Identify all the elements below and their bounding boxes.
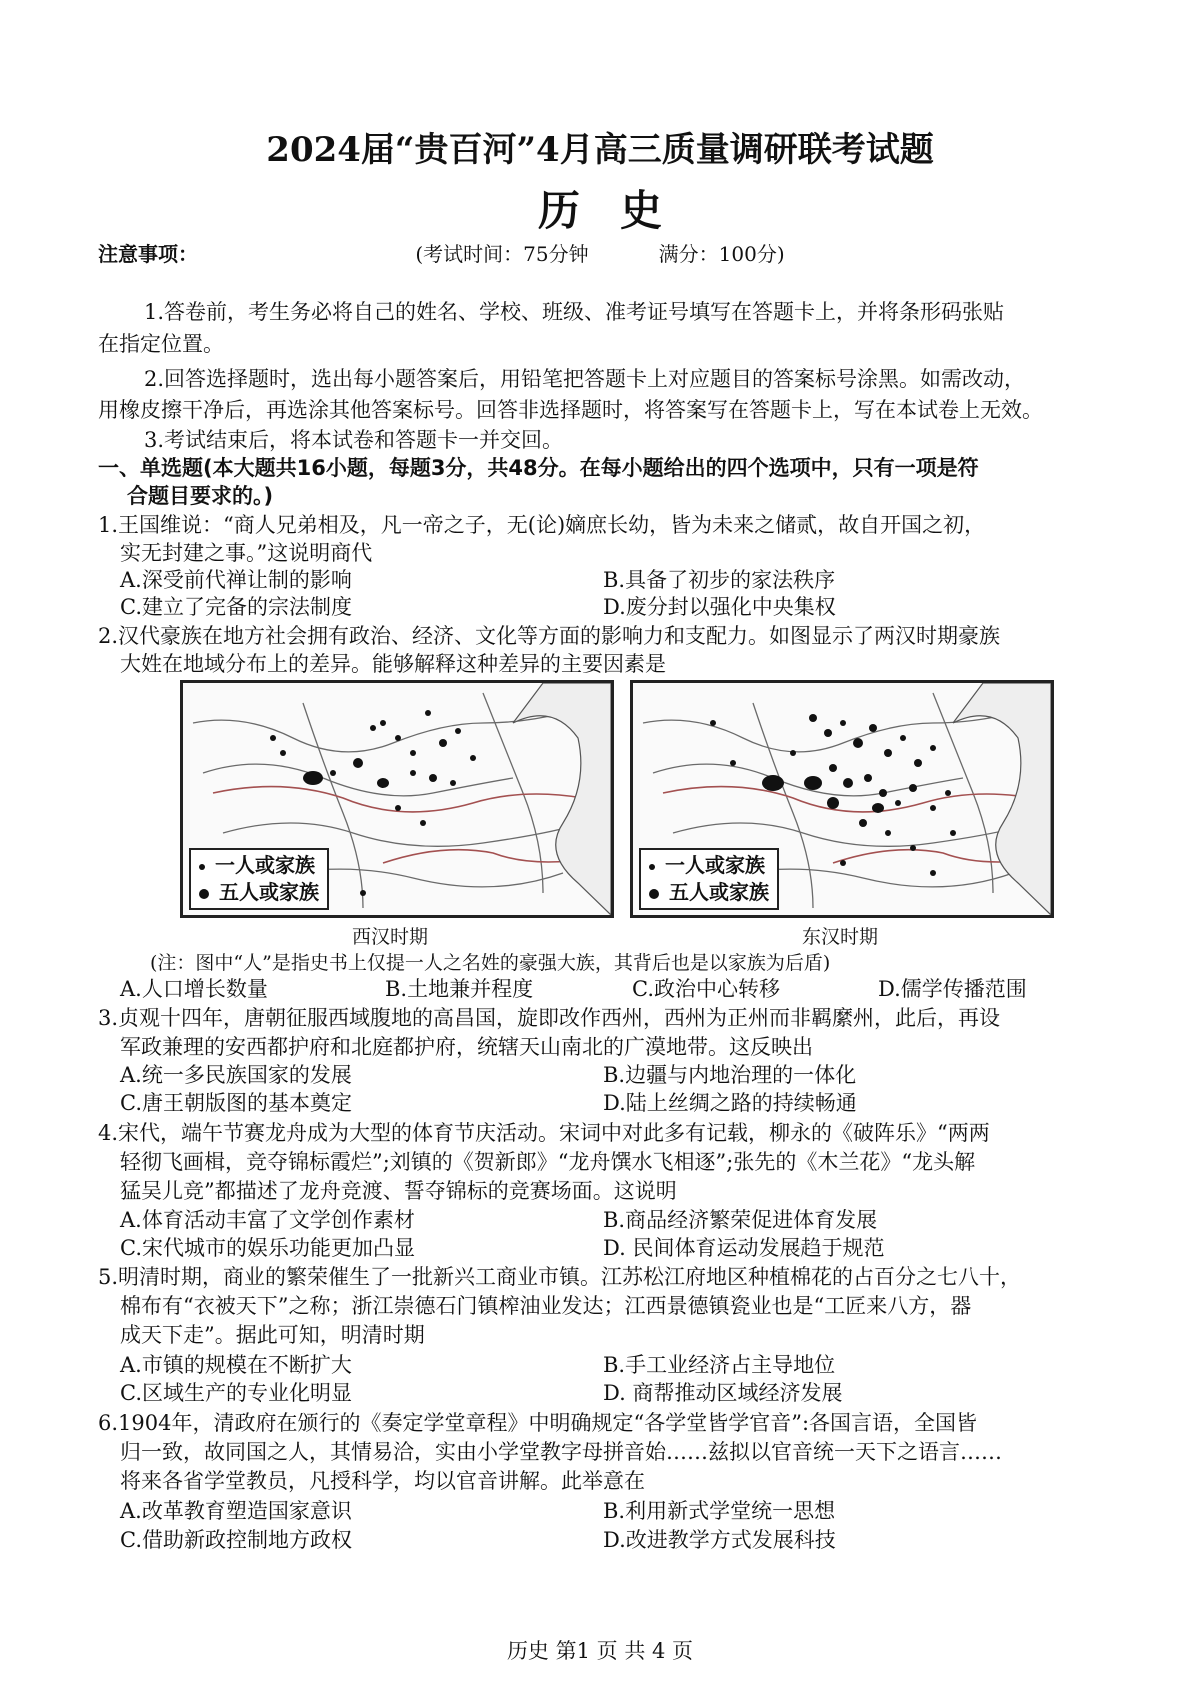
question-6-stem: 6.1904年，清政府在颁行的《奏定学堂章程》中明确规定“各学堂皆学官音”:各国言语，全国皆 bbox=[98, 1411, 978, 1435]
exam-score: 满分：100分) bbox=[658, 242, 785, 266]
eastern-han-caption: 东汉时期 bbox=[801, 926, 878, 948]
question-2-option-d[interactable]: D.儒学传播范围 bbox=[878, 977, 1027, 1001]
western-han-caption: 西汉时期 bbox=[351, 926, 428, 948]
notice-line: 用橡皮擦干净后，再选涂其他答案标号。回答非选择题时，将答案写在答题卡上，写在本试卷上无效。 bbox=[98, 398, 1043, 422]
notice-line: 1.答卷前，考生务必将自己的姓名、学校、班级、准考证号填写在答题卡上，并将条形码张贴 bbox=[144, 300, 1005, 324]
question-1-stem: 实无封建之事。”这说明商代 bbox=[120, 541, 373, 565]
notice-heading: 注意事项： bbox=[98, 242, 198, 266]
map-note: (注：图中“人”是指史书上仅提一人之名姓的豪强大族，其背后也是以家族为后盾) bbox=[150, 952, 831, 974]
small-dot-icon bbox=[649, 864, 655, 870]
question-1-option-a[interactable]: A.深受前代禅让制的影响 bbox=[120, 568, 352, 592]
question-4-stem: 4.宋代，端午节赛龙舟成为大型的体育节庆活动。宋词中对此多有记载，柳永的《破阵乐》“两两 bbox=[98, 1121, 990, 1145]
question-5-stem: 成天下走”。据此可知，明清时期 bbox=[120, 1323, 425, 1347]
question-3-option-a[interactable]: A.统一多民族国家的发展 bbox=[120, 1063, 352, 1087]
page-footer: 历史 第1 页 共 4 页 bbox=[506, 1639, 694, 1663]
question-6-option-a[interactable]: A.改革教育塑造国家意识 bbox=[120, 1499, 352, 1523]
legend-large-label: 五人或家族 bbox=[669, 880, 769, 904]
question-6-stem: 将来各省学堂教员，凡授科学，均以官音讲解。此举意在 bbox=[120, 1469, 645, 1493]
question-1-option-b[interactable]: B.具备了初步的家法秩序 bbox=[603, 568, 836, 592]
question-2-option-b[interactable]: B.土地兼并程度 bbox=[385, 977, 534, 1001]
question-6-option-d[interactable]: D.改进教学方式发展科技 bbox=[603, 1528, 836, 1552]
question-1-option-d[interactable]: D.废分封以强化中央集权 bbox=[603, 595, 836, 619]
question-3-stem: 军政兼理的安西都护府和北庭都护府，统辖天山南北的广漠地带。这反映出 bbox=[120, 1035, 813, 1059]
question-5-option-b[interactable]: B.手工业经济占主导地位 bbox=[603, 1353, 836, 1377]
question-5-option-d[interactable]: D. 商帮推动区域经济发展 bbox=[603, 1381, 843, 1405]
exam-time: (考试时间：75分钟 bbox=[415, 242, 589, 266]
question-5-stem: 5.明清时期，商业的繁荣催生了一批新兴工商业市镇。江苏松江府地区种植棉花的占百分之七八十， bbox=[98, 1265, 1022, 1289]
legend-large-label: 五人或家族 bbox=[219, 880, 319, 904]
notice-line: 2.回答选择题时，选出每小题答案后，用铅笔把答题卡上对应题目的答案标号涂黑。如需改动， bbox=[144, 367, 1026, 391]
eastern-han-map bbox=[630, 680, 1054, 918]
question-4-option-b[interactable]: B.商品经济繁荣促进体育发展 bbox=[603, 1208, 878, 1232]
question-2-option-a[interactable]: A.人口增长数量 bbox=[120, 977, 268, 1001]
question-2-stem: 2.汉代豪族在地方社会拥有政治、经济、文化等方面的影响力和支配力。如图显示了两汉时期豪族 bbox=[98, 624, 1001, 648]
question-4-stem: 猛吴儿竞”都描述了龙舟竞渡、誓夺锦标的竞赛场面。这说明 bbox=[120, 1179, 677, 1203]
notice-line: 3.考试结束后，将本试卷和答题卡一并交回。 bbox=[144, 428, 564, 452]
small-dot-icon bbox=[199, 864, 205, 870]
exam-title: 2024届“贵百河”4月高三质量调研联考试题 bbox=[266, 130, 934, 170]
western-han-map bbox=[180, 680, 614, 918]
question-4-option-a[interactable]: A.体育活动丰富了文学创作素材 bbox=[120, 1208, 415, 1232]
western-han-legend bbox=[189, 848, 329, 910]
question-4-stem: 轻彻飞画楫，竞夺锦标霞烂”;刘镇的《贺新郎》“龙舟馔水飞相逐”;张先的《木兰花》“龙头解 bbox=[120, 1150, 976, 1174]
question-3-option-b[interactable]: B.边疆与内地治理的一体化 bbox=[603, 1063, 857, 1087]
legend-small-label: 一人或家族 bbox=[215, 853, 315, 877]
eastern-han-legend bbox=[639, 848, 779, 910]
section-heading-cont: 合题目要求的。) bbox=[127, 484, 274, 508]
question-5-option-a[interactable]: A.市镇的规模在不断扩大 bbox=[120, 1353, 352, 1377]
question-4-option-c[interactable]: C.宋代城市的娱乐功能更加凸显 bbox=[120, 1236, 415, 1260]
question-5-stem: 棉布有“衣被天下”之称；浙江崇德石门镇榨油业发达；江西景德镇瓷业也是“工匠来八方，器 bbox=[120, 1294, 972, 1318]
question-3-option-d[interactable]: D.陆上丝绸之路的持续畅通 bbox=[603, 1091, 857, 1115]
question-4-option-d[interactable]: D. 民间体育运动发展趋于规范 bbox=[603, 1236, 885, 1260]
question-3-option-c[interactable]: C.唐王朝版图的基本奠定 bbox=[120, 1091, 352, 1115]
question-3-stem: 3.贞观十四年，唐朝征服西域腹地的高昌国，旋即改作西州，西州为正州而非羁縻州，此后，再设 bbox=[98, 1006, 1001, 1030]
question-5-option-c[interactable]: C.区域生产的专业化明显 bbox=[120, 1381, 352, 1405]
question-2-option-c[interactable]: C.政治中心转移 bbox=[632, 977, 780, 1001]
question-6-option-c[interactable]: C.借助新政控制地方政权 bbox=[120, 1528, 352, 1552]
question-1-option-c[interactable]: C.建立了完备的宗法制度 bbox=[120, 595, 352, 619]
large-dot-icon bbox=[199, 889, 209, 899]
legend-small-label: 一人或家族 bbox=[665, 853, 765, 877]
question-6-option-b[interactable]: B.利用新式学堂统一思想 bbox=[603, 1499, 836, 1523]
question-1-stem: 1.王国维说：“商人兄弟相及，凡一帝之子，无(论)嫡庶长幼，皆为未来之储贰，故自开国之初， bbox=[98, 513, 986, 537]
notice-line: 在指定位置。 bbox=[98, 332, 224, 356]
subject-title: 历史 bbox=[537, 186, 702, 235]
question-6-stem: 归一致，故同国之人，其情易洽，实由小学堂教字母拼音始……兹拟以官音统一天下之语言…… bbox=[120, 1440, 1002, 1464]
section-heading: 一、单选题(本大题共16小题，每题3分，共48分。在每小题给出的四个选项中，只有一项是符 bbox=[98, 456, 979, 480]
large-dot-icon bbox=[649, 889, 659, 899]
question-2-stem: 大姓在地域分布上的差异。能够解释这种差异的主要因素是 bbox=[120, 652, 666, 676]
